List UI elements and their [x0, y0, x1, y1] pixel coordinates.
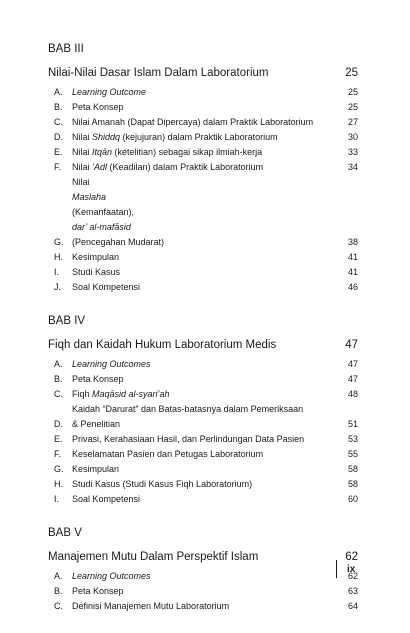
page-footer	[336, 559, 355, 579]
entry-title-part: Nilai	[72, 177, 90, 187]
entry-letter: B.	[54, 586, 63, 596]
entry-page: 34	[347, 162, 358, 172]
toc-entry[interactable]	[48, 357, 358, 372]
chapter-title-row[interactable]	[48, 66, 358, 80]
entry-letter: I.	[54, 267, 60, 277]
toc-entry[interactable]	[48, 584, 358, 599]
entry-letter: F.	[54, 162, 62, 172]
chapter-page: 62	[345, 551, 358, 563]
entry-title-part: Keselamatan Pasien dan Petugas Laboratorium	[72, 449, 264, 459]
entry-title-line: (Pencegahan Mudarat)	[72, 237, 165, 247]
entry-title	[72, 432, 330, 447]
toc-entry[interactable]	[48, 250, 358, 265]
entry-page: 27	[347, 117, 358, 127]
entry-title-line: & Penelitian	[72, 419, 121, 429]
entry-title	[72, 599, 330, 614]
entry-title-part: Peta Konsep	[72, 102, 124, 112]
entry-page: 25	[347, 102, 358, 112]
entry-page: 48	[347, 389, 358, 399]
entry-title-line	[72, 117, 313, 127]
toc-entry[interactable]	[48, 402, 358, 432]
entry-title-part: Fiqh	[72, 389, 93, 399]
entry-title	[72, 492, 330, 507]
entry-title-part: Privasi, Kerahasiaan Hasil, dan Perlindungan Data Pasien	[72, 434, 305, 444]
entry-title-part: Soal Kompetensi	[72, 282, 141, 292]
toc-entry[interactable]	[48, 447, 358, 462]
table-of-contents	[48, 42, 358, 633]
entry-title	[72, 145, 330, 160]
entry-page: 33	[347, 147, 358, 157]
toc-entry[interactable]	[48, 432, 358, 447]
entry-title	[72, 250, 330, 265]
chapter-page: 25	[345, 67, 358, 79]
footer-divider	[336, 560, 337, 578]
entry-title-part: (Keadilan) dalam Praktik Laboratorium	[107, 162, 264, 172]
entry-letter: H.	[54, 252, 63, 262]
chapter-section	[48, 42, 358, 295]
entry-title-line	[72, 147, 262, 157]
entry-title-line	[72, 479, 252, 489]
entry-title	[72, 387, 330, 402]
entry-title-part: Nilai	[72, 162, 93, 172]
entry-title-part: Shiddq	[92, 132, 121, 142]
entry-title	[72, 100, 330, 115]
entry-letter: G.	[54, 237, 64, 247]
entry-title-line	[72, 601, 229, 611]
entry-letter: C.	[54, 389, 63, 399]
page-number: ix	[347, 563, 356, 575]
entry-title-line	[72, 494, 140, 504]
entry-title-part: Definisi Manajemen Mutu Laboratorium	[72, 601, 230, 611]
toc-entry[interactable]	[48, 130, 358, 145]
toc-entry[interactable]	[48, 599, 358, 614]
entry-page: 53	[347, 434, 358, 444]
entry-letter: D.	[54, 132, 63, 142]
entry-title	[72, 160, 330, 175]
entry-title-line	[72, 252, 119, 262]
entry-title-part: Peta Konsep	[72, 374, 124, 384]
entry-title-line	[72, 389, 170, 399]
entry-title-part: Learning Outcome	[72, 87, 147, 97]
entry-letter: G.	[54, 464, 64, 474]
entry-title	[72, 130, 330, 145]
entry-title-part: Studi Kasus (Studi Kasus Fiqh Laboratorium)	[72, 479, 253, 489]
entry-letter: F.	[54, 449, 62, 459]
entry-letter: C.	[54, 601, 63, 611]
entry-title-line	[72, 586, 124, 596]
entry-title-line	[72, 102, 124, 112]
entry-title	[72, 372, 330, 387]
entry-title-line	[72, 374, 124, 384]
entry-page: 63	[347, 586, 358, 596]
toc-entry[interactable]	[48, 145, 358, 160]
chapter-title: Nilai-Nilai Dasar Islam Dalam Laboratorium	[48, 67, 269, 79]
entry-title	[72, 584, 330, 599]
entry-title-line	[72, 162, 263, 172]
chapter-section	[48, 314, 358, 507]
entry-title-part: Kaidah “Darurat” dan Batas-batasnya dalam Pemeriksaan	[72, 404, 304, 414]
toc-entry[interactable]	[48, 265, 358, 280]
entry-letter: I.	[54, 494, 60, 504]
chapter-title-row[interactable]	[48, 550, 358, 564]
toc-entry[interactable]	[48, 85, 358, 100]
entry-title	[72, 477, 330, 492]
entry-title-part: (kejujuran) dalam Praktik Laboratorium	[120, 132, 278, 142]
entry-letter: B.	[54, 374, 63, 384]
entry-title-part: Kesimpulan	[72, 252, 120, 262]
entry-letter: A.	[54, 87, 63, 97]
entry-title-part: Nilai	[72, 147, 93, 157]
entry-page: 64	[347, 601, 358, 611]
entry-title-line	[72, 282, 140, 292]
chapter-title: Manajemen Mutu Dalam Perspektif Islam	[48, 551, 259, 563]
toc-entry[interactable]	[48, 462, 358, 477]
entry-title	[72, 447, 330, 462]
toc-entry[interactable]	[48, 100, 358, 115]
entry-page: 46	[347, 282, 358, 292]
chapter-number: BAB III	[48, 43, 84, 55]
entry-title-part: Maslaha	[72, 192, 107, 202]
entry-page: 25	[347, 87, 358, 97]
entry-letter: H.	[54, 479, 63, 489]
entry-page: 47	[347, 374, 358, 384]
entry-page: 55	[347, 449, 358, 459]
entry-title-part: Kesimpulan	[72, 464, 120, 474]
entry-page: 41	[347, 267, 358, 277]
entry-title-line	[72, 402, 330, 417]
entry-title-line	[72, 571, 151, 581]
entry-title-part: (ketelitian) sebagai sikap ilmiah-kerja	[112, 147, 263, 157]
entry-letter: E.	[54, 147, 63, 157]
toc-entry[interactable]	[48, 387, 358, 402]
entry-page: 58	[347, 479, 358, 489]
entry-title-part: dar’ al-mafāsid	[72, 222, 131, 232]
entry-title-part: Learning Outcomes	[72, 571, 151, 581]
entry-title-part: Peta Konsep	[72, 586, 124, 596]
toc-entry[interactable]	[48, 280, 358, 295]
entry-title-part: Learning Outcomes	[72, 359, 151, 369]
chapter-page: 47	[345, 339, 358, 351]
entry-letter: C.	[54, 117, 63, 127]
toc-entry[interactable]	[48, 372, 358, 387]
entry-title-line	[72, 132, 278, 142]
toc-entry[interactable]	[48, 477, 358, 492]
entry-title-line	[72, 175, 330, 235]
entry-title-part: Maqāsid al-syari’ah	[92, 389, 170, 399]
toc-entry[interactable]	[48, 492, 358, 507]
entry-title	[72, 357, 330, 372]
entry-title-part: Nilai Amanah (Dapat Dipercaya) dalam Praktik Laboratorium	[72, 117, 314, 127]
entry-title-part: Studi Kasus	[72, 267, 121, 277]
chapter-section	[48, 526, 358, 614]
entry-title-part: Nilai	[72, 132, 93, 142]
entry-letter: J.	[54, 282, 62, 292]
toc-entry[interactable]	[48, 160, 358, 175]
entry-title	[72, 175, 330, 250]
toc-entry[interactable]	[48, 115, 358, 130]
chapter-number: BAB IV	[48, 315, 86, 327]
entry-title-part: ‘Adl	[92, 162, 108, 172]
chapter-title: Fiqh dan Kaidah Hukum Laboratorium Medis	[48, 339, 277, 351]
entry-page: 30	[347, 132, 358, 142]
entry-title	[72, 265, 330, 280]
entry-title-line	[72, 267, 120, 277]
entry-title-line	[72, 449, 263, 459]
entry-title	[72, 462, 330, 477]
entry-page: 51	[347, 419, 358, 429]
entry-page: 58	[347, 464, 358, 474]
entry-title-line	[72, 434, 304, 444]
entry-title-line	[72, 87, 146, 97]
entry-letter: E.	[54, 434, 63, 444]
entry-letter: B.	[54, 102, 63, 112]
entry-page: 38	[347, 237, 358, 247]
entry-page: 62	[347, 571, 358, 581]
entry-page: 60	[347, 494, 358, 504]
entry-title-part: Itqān	[92, 147, 113, 157]
entry-title	[72, 280, 330, 295]
entry-page: 41	[347, 252, 358, 262]
toc-entry[interactable]	[48, 175, 358, 250]
entry-page: 47	[347, 359, 358, 369]
entry-title-part: Soal Kompetensi	[72, 494, 141, 504]
entry-letter: A.	[54, 359, 63, 369]
entry-title	[72, 85, 330, 100]
entry-letter: D.	[54, 419, 63, 429]
entry-title	[72, 115, 330, 130]
entry-title-part: (Kemanfaatan),	[72, 207, 135, 217]
entry-title	[72, 402, 330, 432]
chapter-title-row[interactable]	[48, 338, 358, 352]
entry-title-line	[72, 359, 151, 369]
entry-letter: A.	[54, 571, 63, 581]
entry-title-line	[72, 464, 119, 474]
chapter-number: BAB V	[48, 527, 82, 539]
